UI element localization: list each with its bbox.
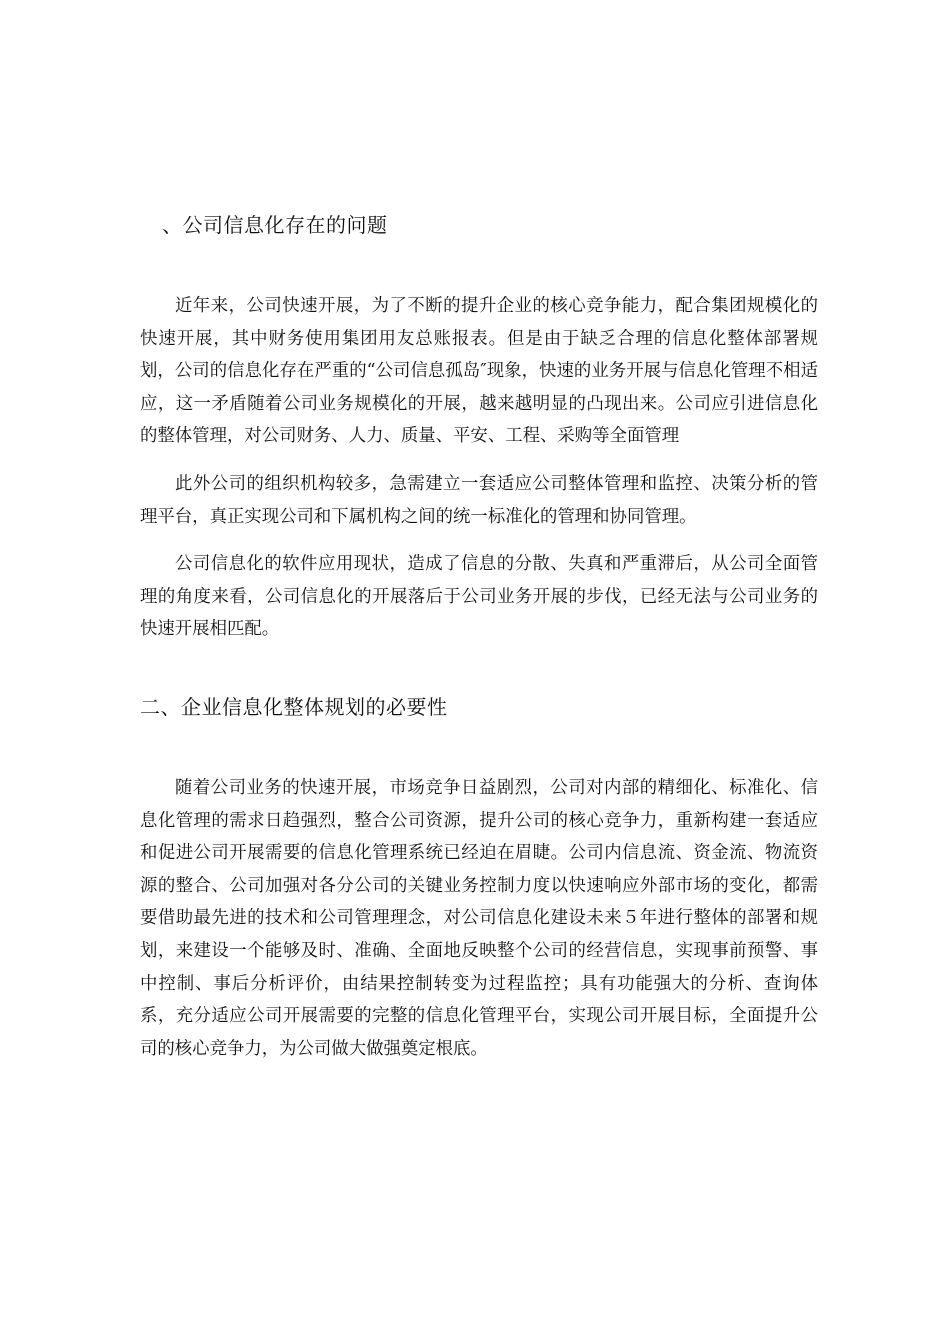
spacer — [140, 453, 818, 468]
section-heading-2: 二、企业信息化整体规划的必要性 — [140, 694, 448, 719]
section-1-paragraph-1: 近年来，公司快速开展，为了不断的提升企业的核心竞争能力，配合集团规模化的快速开展，其中财务使用集团用友总账报表。但是由于缺乏合理的信息化整体部署规划，公司的信息化存在严重的“公司信息孤岛″现象，快速的业务开展与信息化管理不相适应，这一矛盾随着公司业务规模化的开展，越来越明显的凸现出来。公司应引进信息化的整体管理，对公司财务、人力、质量、平安、工程、采购等全面管理 — [140, 296, 818, 447]
section-1-paragraph-3: 公司信息化的软件应用现状，造成了信息的分散、失真和严重滞后，从公司全面管理的角度来看，公司信息化的开展落后于公司业务开展的步伐，已经无法与公司业务的快速开展相匹配。 — [140, 554, 818, 640]
spacer — [140, 533, 818, 548]
spacer — [140, 241, 818, 290]
spacer — [140, 723, 818, 772]
spacer — [140, 646, 818, 691]
section-2-paragraph-1: 随着公司业务的快速开展，市场竞争日益剧烈，公司对内部的精细化、标准化、信息化管理的需求日趋强烈，整合公司资源，提升公司的核心竞争力，重新构建一套适应和促进公司开展需要的信息化管理系统已经迫在眉睫。公司内信息流、资金流、物流资源的整合、公司加强对各分公司的关键业务控制力度以快速响应外部市场的变化，都需要借助最先进的技术和公司管理理念，对公司信息化建设未来５年进行整体的部署和规划，来建设一个能够及时、准确、全面地反映整个公司的经营信息，实现事前预警、事中控制、事后分析评价，由结果控制转变为过程监控；具有功能强大的分析、查询体系，充分适应公司开展需要的完整的信息化管理平台，实现公司开展目标，全面提升公司的核心竞争力，为公司做大做强奠定根底。 — [140, 777, 818, 1059]
section-1-paragraph-2: 此外公司的组织机构较多，急需建立一套适应公司整体管理和监控、决策分析的管理平台，真正实现公司和下属机构之间的统一标准化的管理和协同管理。 — [140, 473, 818, 527]
section-heading-1: 、公司信息化存在的问题 — [162, 213, 388, 237]
document-body — [140, 209, 818, 1065]
